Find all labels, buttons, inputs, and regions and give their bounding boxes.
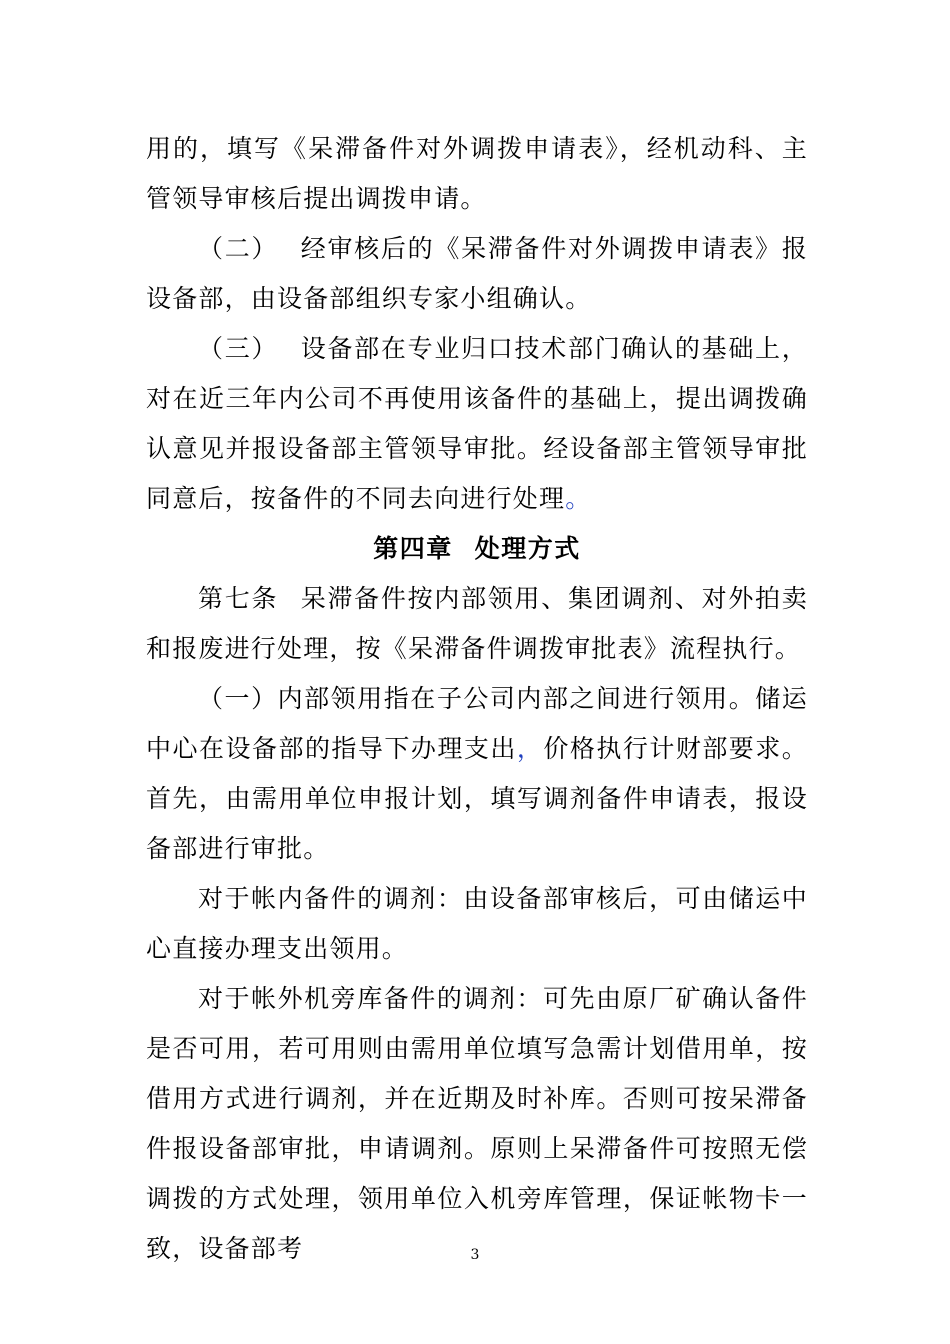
item-label: （二） <box>198 234 279 263</box>
item-label: （三） <box>198 334 279 363</box>
chapter-number: 第四章 <box>373 534 453 563</box>
paragraph-text: 对于帐外机旁库备件的调剂：可先由原厂矿确认备件是否可用，若可用则由需用单位填写急需计划借用单，按借用方式进行调剂，并在近期及时补库。否则可按呆滞备件报设备部审批，申请调剂。原则上呆滞备件可按照无偿调拨的方式处理，领用单位入机旁库管理，保证帐物卡一致，设备部考 <box>146 984 808 1263</box>
article-label: 第七条 <box>198 584 279 613</box>
chapter-heading <box>146 524 808 574</box>
paragraph-item-1 <box>146 674 808 874</box>
paragraph-text: 对于帐内备件的调剂：由设备部审核后，可由储运中心直接办理支出领用。 <box>146 884 808 963</box>
paragraph-text: 用的，填写《呆滞备件对外调拨申请表》，经机动科、主管领导审核后提出调拨申请。 <box>146 134 808 213</box>
paragraph-external-items <box>146 974 808 1274</box>
paragraph-text: 经审核后的《呆滞备件对外调拨申请表》报设备部，由设备部组织专家小组确认。 <box>146 234 808 313</box>
paragraph-continuation <box>146 124 808 224</box>
paragraph-internal-items <box>146 874 808 974</box>
article-7 <box>146 574 808 674</box>
paragraph-item-2 <box>146 224 808 324</box>
paragraph-text: （一）内部领用指在子公司内部之间进行领用。储运中心在设备部的指导下办理支出 <box>146 684 808 763</box>
paragraph-period: 。 <box>565 484 592 513</box>
paragraph-item-3 <box>146 324 808 524</box>
article-text: 呆滞备件按内部领用、集团调剂、对外拍卖和报废进行处理，按《呆滞备件调拨审批表》流程执行。 <box>146 584 808 663</box>
document-body <box>146 124 808 1274</box>
paragraph-text: 价格执行计财部要求。首先，由需用单位申报计划，填写调剂备件申请表，报设备部进行审批。 <box>146 734 808 863</box>
page-number: 3 <box>470 1247 480 1263</box>
paragraph-text: 设备部在专业归口技术部门确认的基础上，对在近三年内公司不再使用该备件的基础上，提出调拨确认意见并报设备部主管领导审批。经设备部主管领导审批同意后，按备件的不同去向进行处理 <box>146 334 808 513</box>
paragraph-comma: ， <box>516 734 544 763</box>
chapter-title: 处理方式 <box>474 534 581 563</box>
